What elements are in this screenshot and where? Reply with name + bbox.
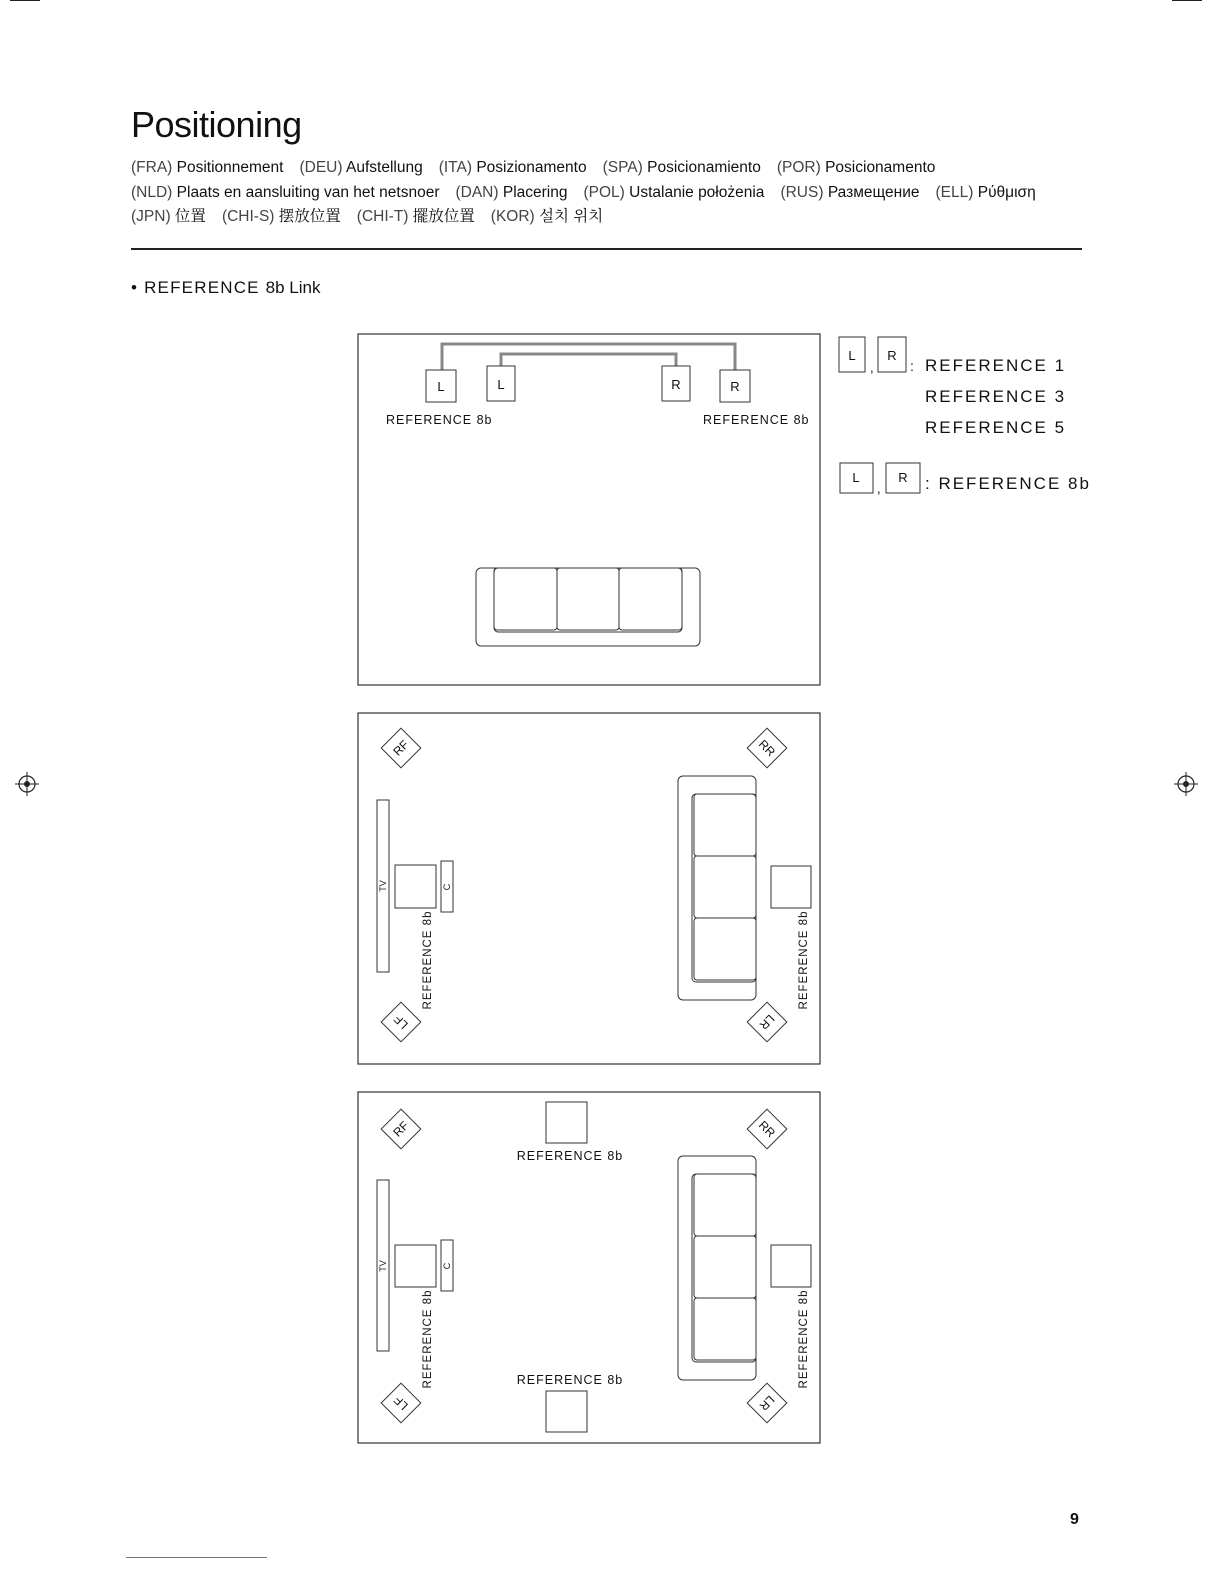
speaker-rf — [381, 1109, 421, 1149]
label-8b-bottom: REFERENCE 8b — [516, 1373, 624, 1387]
speaker-lf — [381, 1383, 421, 1423]
label-8b-front: REFERENCE 8b — [422, 910, 434, 1010]
language-name: 설치 위치 — [539, 208, 604, 225]
language-code: (ITA) — [438, 159, 472, 176]
speaker-8b-front — [395, 865, 436, 908]
language-code: (NLD) — [131, 183, 173, 201]
svg-text:LR: LR — [756, 1011, 778, 1033]
sofa — [476, 568, 700, 646]
footer-link-line — [126, 1557, 267, 1558]
legend-model-5: REFERENCE 5 — [925, 418, 1067, 437]
svg-text:TV: TV — [378, 1260, 388, 1272]
speaker-lr — [747, 1002, 787, 1042]
language-name: Positionnement — [176, 159, 284, 176]
surround-diagram — [358, 713, 820, 1064]
language-code: (POL) — [583, 183, 625, 201]
svg-text:L: L — [497, 377, 505, 392]
stereo-diagram — [358, 334, 820, 685]
speaker-rr — [747, 1109, 787, 1149]
svg-text:R: R — [887, 348, 897, 363]
svg-text:C: C — [442, 1262, 452, 1270]
speaker-8b-left — [426, 370, 456, 402]
language-name: Posicionamento — [825, 159, 936, 176]
tv — [377, 1180, 389, 1351]
label-8b-front: REFERENCE 8b — [422, 1289, 434, 1389]
center-speaker — [441, 1240, 453, 1291]
language-name: Размещение — [827, 183, 920, 201]
section-heading-suffix: 8b Link — [265, 278, 321, 297]
speaker-ref-right — [662, 366, 690, 401]
language-code: (KOR) — [490, 208, 535, 225]
label-8b-top: REFERENCE 8b — [516, 1149, 624, 1163]
svg-text:RR: RR — [755, 1117, 779, 1141]
svg-text:LF: LF — [391, 1012, 411, 1032]
center-speaker — [441, 861, 453, 912]
language-name: 摆放位置 — [278, 208, 341, 225]
svg-text:RR: RR — [755, 736, 779, 760]
language-code: (DEU) — [299, 159, 343, 176]
language-code: (SPA) — [602, 159, 643, 176]
label-8b-right: REFERENCE 8b — [703, 413, 810, 427]
legend-model-3: REFERENCE 3 — [925, 387, 1067, 406]
surround-height-diagram — [358, 1092, 820, 1443]
svg-text:R: R — [898, 470, 908, 485]
language-name: 擺放位置 — [412, 208, 475, 225]
language-code: (JPN) — [131, 208, 171, 225]
legend-model-8b: : REFERENCE 8b — [925, 474, 1091, 493]
section-heading-main: • REFERENCE — [131, 278, 260, 297]
page-number: 9 — [1070, 1511, 1079, 1528]
language-name: 位置 — [174, 208, 206, 225]
language-name: Posizionamento — [476, 159, 587, 176]
language-name: Ρύθμιση — [977, 183, 1036, 201]
svg-text:LR: LR — [756, 1392, 778, 1414]
svg-text:R: R — [671, 377, 681, 392]
label-8b-rear: REFERENCE 8b — [798, 1289, 810, 1389]
svg-text:L: L — [848, 348, 856, 363]
language-name: Ustalanie położenia — [629, 183, 765, 201]
speaker-rr — [747, 728, 787, 768]
language-code: (CHI-S) — [221, 208, 275, 225]
speaker-8b-front — [395, 1245, 436, 1287]
tv — [377, 800, 389, 972]
label-8b-left: REFERENCE 8b — [386, 413, 493, 427]
speaker-8b-right — [720, 370, 750, 402]
svg-text::: : — [910, 358, 914, 374]
language-name: Posicionamiento — [647, 159, 761, 176]
language-name: Plaats en aansluiting van het netsnoer — [176, 183, 440, 201]
speaker-rf — [381, 728, 421, 768]
language-code: (DAN) — [455, 183, 499, 201]
speaker-8b-rear — [771, 866, 811, 908]
speaker-ref-left — [487, 366, 515, 401]
svg-text:RF: RF — [390, 1118, 412, 1140]
language-name: Aufstellung — [346, 159, 423, 176]
svg-text:,: , — [870, 360, 874, 375]
speaker-8b-top — [546, 1102, 587, 1143]
language-code: (POR) — [776, 159, 821, 176]
speaker-8b-bottom — [546, 1391, 587, 1432]
legend — [839, 337, 920, 496]
page-title: Positioning — [131, 104, 302, 145]
svg-text:L: L — [852, 470, 860, 485]
language-code: (RUS) — [780, 183, 824, 201]
svg-text:RF: RF — [390, 737, 412, 759]
language-code: (FRA) — [131, 159, 173, 176]
label-8b-rear: REFERENCE 8b — [798, 910, 810, 1010]
speaker-lf — [381, 1002, 421, 1042]
svg-text:L: L — [437, 379, 445, 394]
svg-text:TV: TV — [378, 880, 388, 892]
language-code: (CHI-T) — [356, 208, 409, 225]
language-name: Placering — [502, 183, 568, 201]
legend-model-1: REFERENCE 1 — [925, 356, 1067, 375]
svg-text:LF: LF — [391, 1393, 411, 1413]
registration-mark-right — [1174, 772, 1198, 796]
svg-text:,: , — [877, 481, 881, 496]
svg-text:R: R — [730, 379, 740, 394]
registration-mark-left — [15, 772, 39, 796]
speaker-lr — [747, 1383, 787, 1423]
language-code: (ELL) — [935, 183, 974, 201]
svg-text:C: C — [442, 883, 452, 891]
speaker-8b-rear — [771, 1245, 811, 1287]
